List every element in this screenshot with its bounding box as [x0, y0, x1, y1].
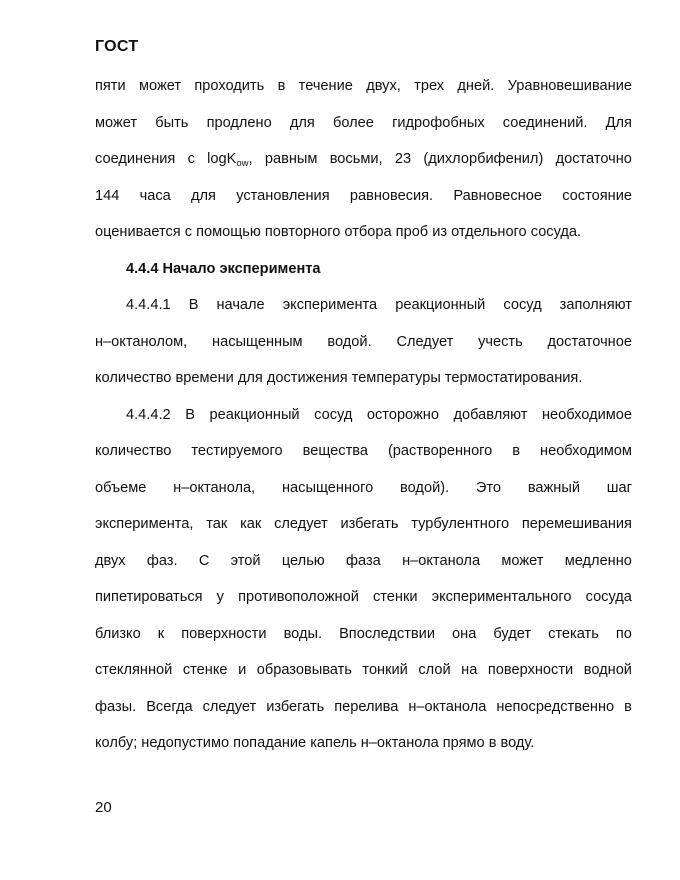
line-word: стекать	[548, 625, 599, 642]
line-word: В	[185, 406, 195, 423]
line-word: (дихлорбифенил)	[423, 151, 544, 167]
line-word: избегать	[266, 698, 325, 715]
document-body	[95, 68, 632, 762]
line-word: и	[238, 662, 247, 678]
line-word: для	[289, 114, 315, 131]
line-word: эксперимента	[282, 297, 378, 313]
line-word: установления	[236, 187, 330, 204]
line-word: в	[277, 78, 286, 94]
line-word: 23	[394, 151, 412, 167]
line-word: водой.	[327, 333, 372, 350]
line-word: может	[138, 78, 182, 94]
paragraph-line	[95, 506, 632, 543]
line-word: 4.4.4.2	[126, 406, 171, 423]
line-word: сосуд	[503, 297, 542, 313]
line-word: по	[615, 625, 632, 642]
line-word: достаточное	[547, 333, 632, 350]
line-word: поверхности	[487, 662, 574, 678]
line-word: на	[461, 662, 478, 678]
line-word: избегать	[340, 516, 399, 532]
line-word: н–октанола	[408, 698, 487, 715]
line-word: н–октанола	[402, 552, 481, 569]
line-word: фаза	[346, 552, 381, 569]
line-word: течение	[298, 78, 353, 94]
line-word: равным	[264, 151, 318, 167]
line-word: Уравновешивание	[507, 78, 632, 94]
paragraph-line	[95, 689, 632, 726]
line-word: стенки	[372, 589, 418, 605]
line-word: стенке	[182, 662, 228, 678]
line-word: непосредственно	[496, 698, 615, 715]
paragraph-line	[95, 652, 632, 689]
line-word: 4.4.4.1	[126, 297, 171, 313]
line-word: соединений.	[502, 114, 588, 131]
line-word: реакционный	[209, 406, 300, 423]
line-word: равновесия.	[349, 187, 434, 204]
line-word: состояние	[562, 187, 632, 204]
paragraph-line	[95, 105, 632, 142]
line-word: так	[206, 516, 228, 532]
line-word: двух,	[366, 78, 401, 94]
line-word: быть	[155, 114, 189, 131]
line-word: вещества	[302, 443, 368, 459]
line-word: стеклянной	[95, 662, 173, 678]
line-word: воды.	[283, 625, 323, 642]
line-word: С	[198, 552, 210, 569]
line-word: слой	[418, 662, 451, 678]
line-word: водой).	[400, 479, 450, 496]
line-word: дней.	[457, 78, 495, 94]
line-word: Равновесное	[453, 187, 542, 204]
line-word: трех	[414, 78, 445, 94]
line-word: насыщенного	[281, 479, 374, 496]
paragraph-line	[95, 433, 632, 470]
line-word: учесть	[478, 333, 523, 350]
line-word: пипетироваться	[95, 589, 203, 605]
line-word: будет	[493, 625, 532, 642]
line-word: может	[95, 114, 138, 131]
line-word: противоположной	[238, 589, 359, 605]
line-word: эксперимента,	[95, 516, 194, 532]
line-word: проходить	[194, 78, 265, 94]
line-word: может	[501, 552, 544, 569]
paragraph-line	[95, 141, 632, 178]
line-word: продлено	[206, 114, 272, 131]
line-word: реакционный	[395, 297, 486, 313]
line-word: в	[624, 698, 632, 715]
line-word: насыщенным	[212, 333, 303, 350]
line-word: с	[187, 151, 195, 167]
line-word: н–октанола,	[173, 479, 256, 496]
paragraph-line	[95, 579, 632, 616]
line-word: турбулентного	[411, 516, 510, 532]
line-word: количество	[95, 443, 172, 459]
line-word: достаточно	[555, 151, 632, 167]
paragraph-line	[95, 178, 632, 215]
paragraph-line	[95, 470, 632, 507]
line-word: следует	[202, 698, 257, 715]
line-word: сосуда	[585, 589, 632, 605]
section-heading: 4.4.4 Начало эксперимента	[126, 260, 321, 277]
line-word: необходимое	[541, 406, 632, 423]
line-word: фазы.	[95, 698, 137, 715]
paragraph-line	[95, 616, 632, 653]
line-word: гидрофобных	[392, 114, 485, 131]
line-word: близко	[95, 625, 141, 642]
line-word: сосуд	[314, 406, 353, 423]
line-word: для	[191, 187, 216, 204]
line-word: Всегда	[146, 698, 193, 715]
line-word: Для	[605, 114, 632, 131]
line-word: н–октанолом,	[95, 333, 188, 350]
line-word: необходимом	[540, 443, 632, 459]
line-word: объеме	[95, 479, 147, 496]
line-word: (растворенного	[387, 443, 493, 459]
line-word: как	[240, 516, 262, 532]
paragraph-line	[95, 68, 632, 105]
paragraph-line	[95, 324, 632, 361]
paragraph-last-line: оценивается с помощью повторного отбора проб из отдельного сосуда.	[95, 224, 582, 240]
line-word: важный	[527, 479, 581, 496]
line-word: фаз.	[146, 552, 178, 569]
line-word: осторожно	[366, 406, 439, 423]
line-word: у	[216, 589, 224, 605]
line-word: более	[332, 114, 374, 131]
line-word: Впоследствии	[339, 625, 435, 642]
line-word: часа	[139, 187, 171, 204]
line-word: соединения	[95, 151, 176, 167]
line-word: экспериментального	[431, 589, 572, 605]
page-header: ГОСТ	[95, 38, 139, 55]
line-word: этой	[230, 552, 261, 569]
paragraph-last-line: количество времени для достижения температуры термостатирования.	[95, 370, 583, 386]
line-word: целью	[281, 552, 325, 569]
line-word: начале	[216, 297, 265, 313]
paragraph-line	[95, 397, 632, 434]
page-number: 20	[95, 799, 112, 816]
line-word: тестируемого	[191, 443, 283, 459]
line-word: перемешивания	[521, 516, 632, 532]
line-word: медленно	[564, 552, 632, 569]
line-word: водной	[583, 662, 632, 678]
line-word: перелива	[334, 698, 399, 715]
line-word: добавляют	[453, 406, 528, 423]
paragraph-line	[95, 543, 632, 580]
line-word: поверхности	[181, 625, 267, 642]
line-word: тонкий	[362, 662, 408, 678]
line-word: заполняют	[559, 297, 632, 313]
line-word: восьми,	[329, 151, 383, 167]
paragraph-last-line: колбу; недопустимо попадание капель н–октанола прямо в воду.	[95, 735, 535, 751]
paragraph-line	[95, 287, 632, 324]
line-word: пяти	[95, 78, 126, 94]
line-word: в	[512, 443, 521, 459]
line-word: шаг	[606, 479, 632, 496]
line-word: к	[157, 625, 165, 642]
line-word: образовывать	[256, 662, 352, 678]
line-word: Это	[475, 479, 502, 496]
line-word: она	[452, 625, 477, 642]
line-word: В	[188, 297, 199, 313]
formula-logkow: logK$_{ow}$,	[207, 151, 253, 169]
line-word: следует	[274, 516, 328, 532]
line-word: двух	[95, 552, 126, 569]
line-word: Следует	[396, 333, 454, 350]
line-word: 144	[95, 187, 120, 204]
